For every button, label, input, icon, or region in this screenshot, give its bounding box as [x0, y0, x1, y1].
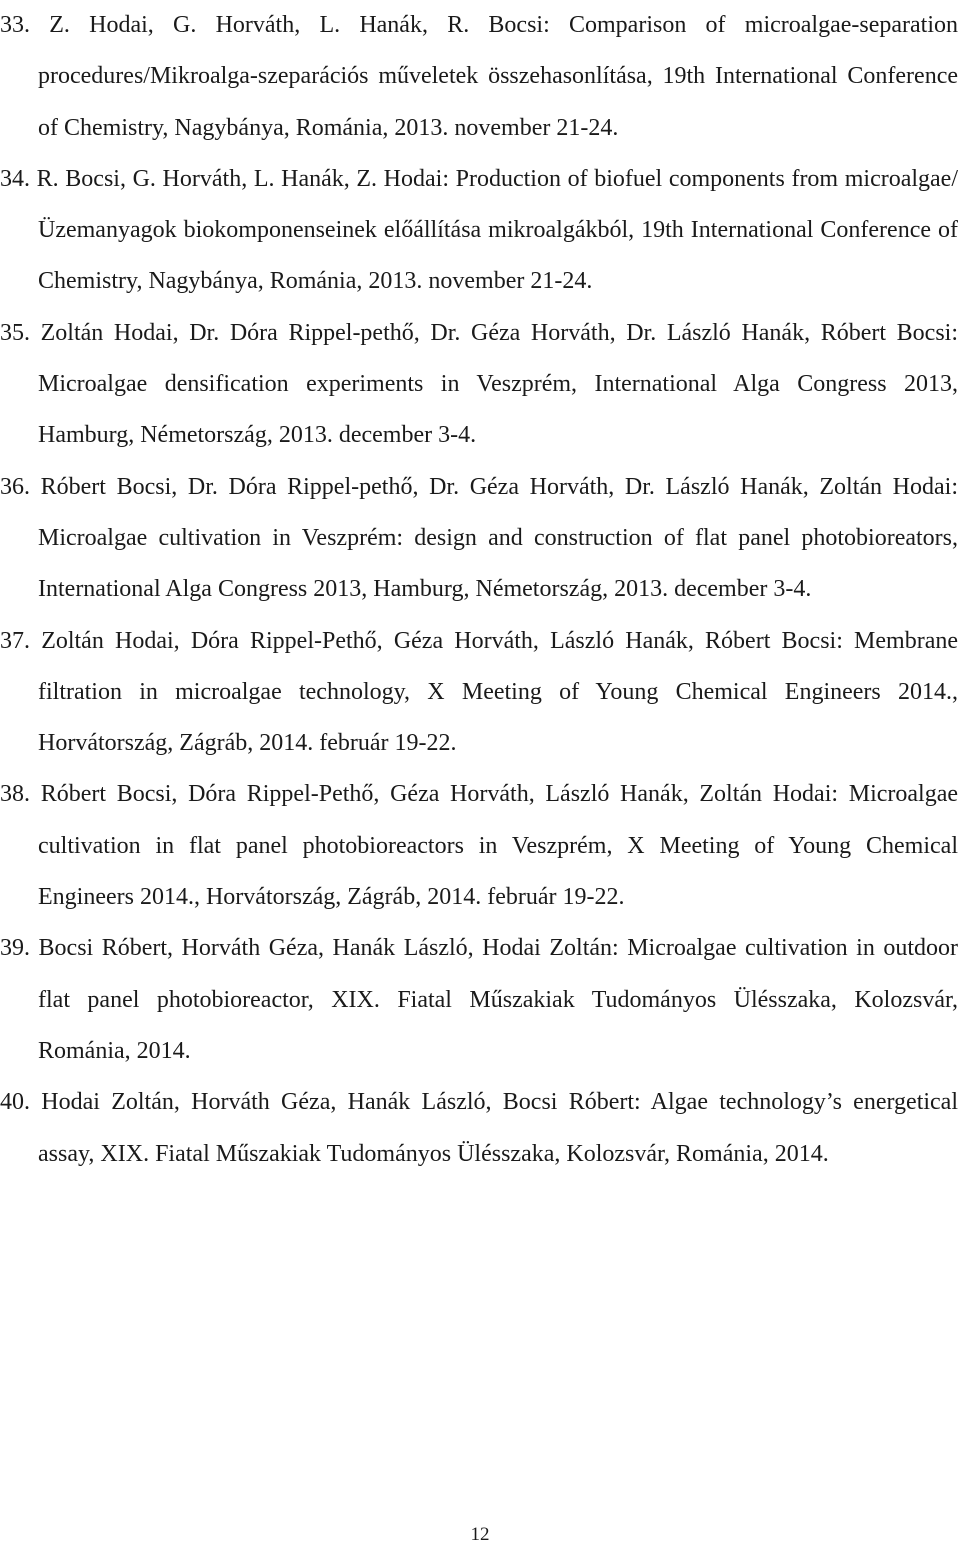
reference-text: Zoltán Hodai, Dr. Dóra Rippel-pethő, Dr. Géza Horváth, Dr. László Hanák, Róbert Bocsi: Microalgae densification experiments in Veszprém, International Alga Congress 2013, Hamburg, Németország, 2013. december 3-4. [38, 319, 958, 449]
reference-text: Hodai Zoltán, Horváth Géza, Hanák László, Bocsi Róbert: Algae technology’s energetical assay, XIX. Fiatal Műszakiak Tudományos Ülésszaka, Kolozsvár, Románia, 2014. [38, 1089, 959, 1167]
reference-text: Róbert Bocsi, Dr. Dóra Rippel-pethő, Dr. Géza Horváth, Dr. László Hanák, Zoltán Hodai: Microalgae cultivation in Veszprém: design and construction of flat panel photobioreators, International Alga Congress 2013, Hamburg, Németország, 2013. december 3-4. [38, 473, 958, 603]
page-number: 12 [470, 1524, 490, 1545]
reference-item [0, 308, 958, 462]
reference-item [0, 616, 959, 770]
reference-item [0, 462, 958, 616]
reference-number: 37. [0, 627, 30, 654]
reference-text: Zoltán Hodai, Dóra Rippel-Pethő, Géza Horváth, László Hanák, Róbert Bocsi: Membrane filtration in microalgae technology, X Meeting of Young Chemical Engineers 2014., Horvátország, Zágráb, 2014. február 19-22. [38, 627, 959, 757]
reference-number: 33. [0, 12, 30, 38]
reference-item [0, 0, 958, 154]
reference-text: Bocsi Róbert, Horváth Géza, Hanák László, Hodai Zoltán: Microalgae cultivation in outdoor flat panel photobioreactor, XIX. Fiatal Műszakiak Tudományos Ülésszaka, Kolozsvár, Románia, 2014. [38, 935, 959, 1064]
reference-number: 38. [0, 781, 30, 808]
reference-number: 40. [0, 1089, 30, 1116]
reference-text: Z. Hodai, G. Horváth, L. Hanák, R. Bocsi: Comparison of microalgae-separation procedures/Mikroalga-szeparációs műveletek összehasonlítása, 19th International Conference of Chemistry, Nagybánya, Románia, 2013. november 21-24. [38, 12, 958, 141]
reference-item [0, 923, 959, 1077]
reference-number: 36. [0, 473, 30, 500]
reference-number: 35. [0, 319, 30, 346]
reference-number: 39. [0, 935, 30, 962]
reference-number: 34. [0, 165, 30, 192]
reference-item [0, 154, 959, 308]
reference-text: R. Bocsi, G. Horváth, L. Hanák, Z. Hodai: Production of biofuel components from microalgae/Üzemanyagok biokomponenseinek előállítása mikroalgákból, 19th International Conference of Chemistry, Nagybánya, Románia, 2013. november 21-24. [36, 165, 959, 295]
reference-item [0, 769, 959, 923]
reference-item [0, 1077, 959, 1180]
reference-text: Róbert Bocsi, Dóra Rippel-Pethő, Géza Horváth, László Hanák, Zoltán Hodai: Microalgae cultivation in flat panel photobioreactors in Veszprém, X Meeting of Young Chemical Engineers 2014., Horvátország, Zágráb, 2014. február 19-22. [38, 781, 959, 911]
